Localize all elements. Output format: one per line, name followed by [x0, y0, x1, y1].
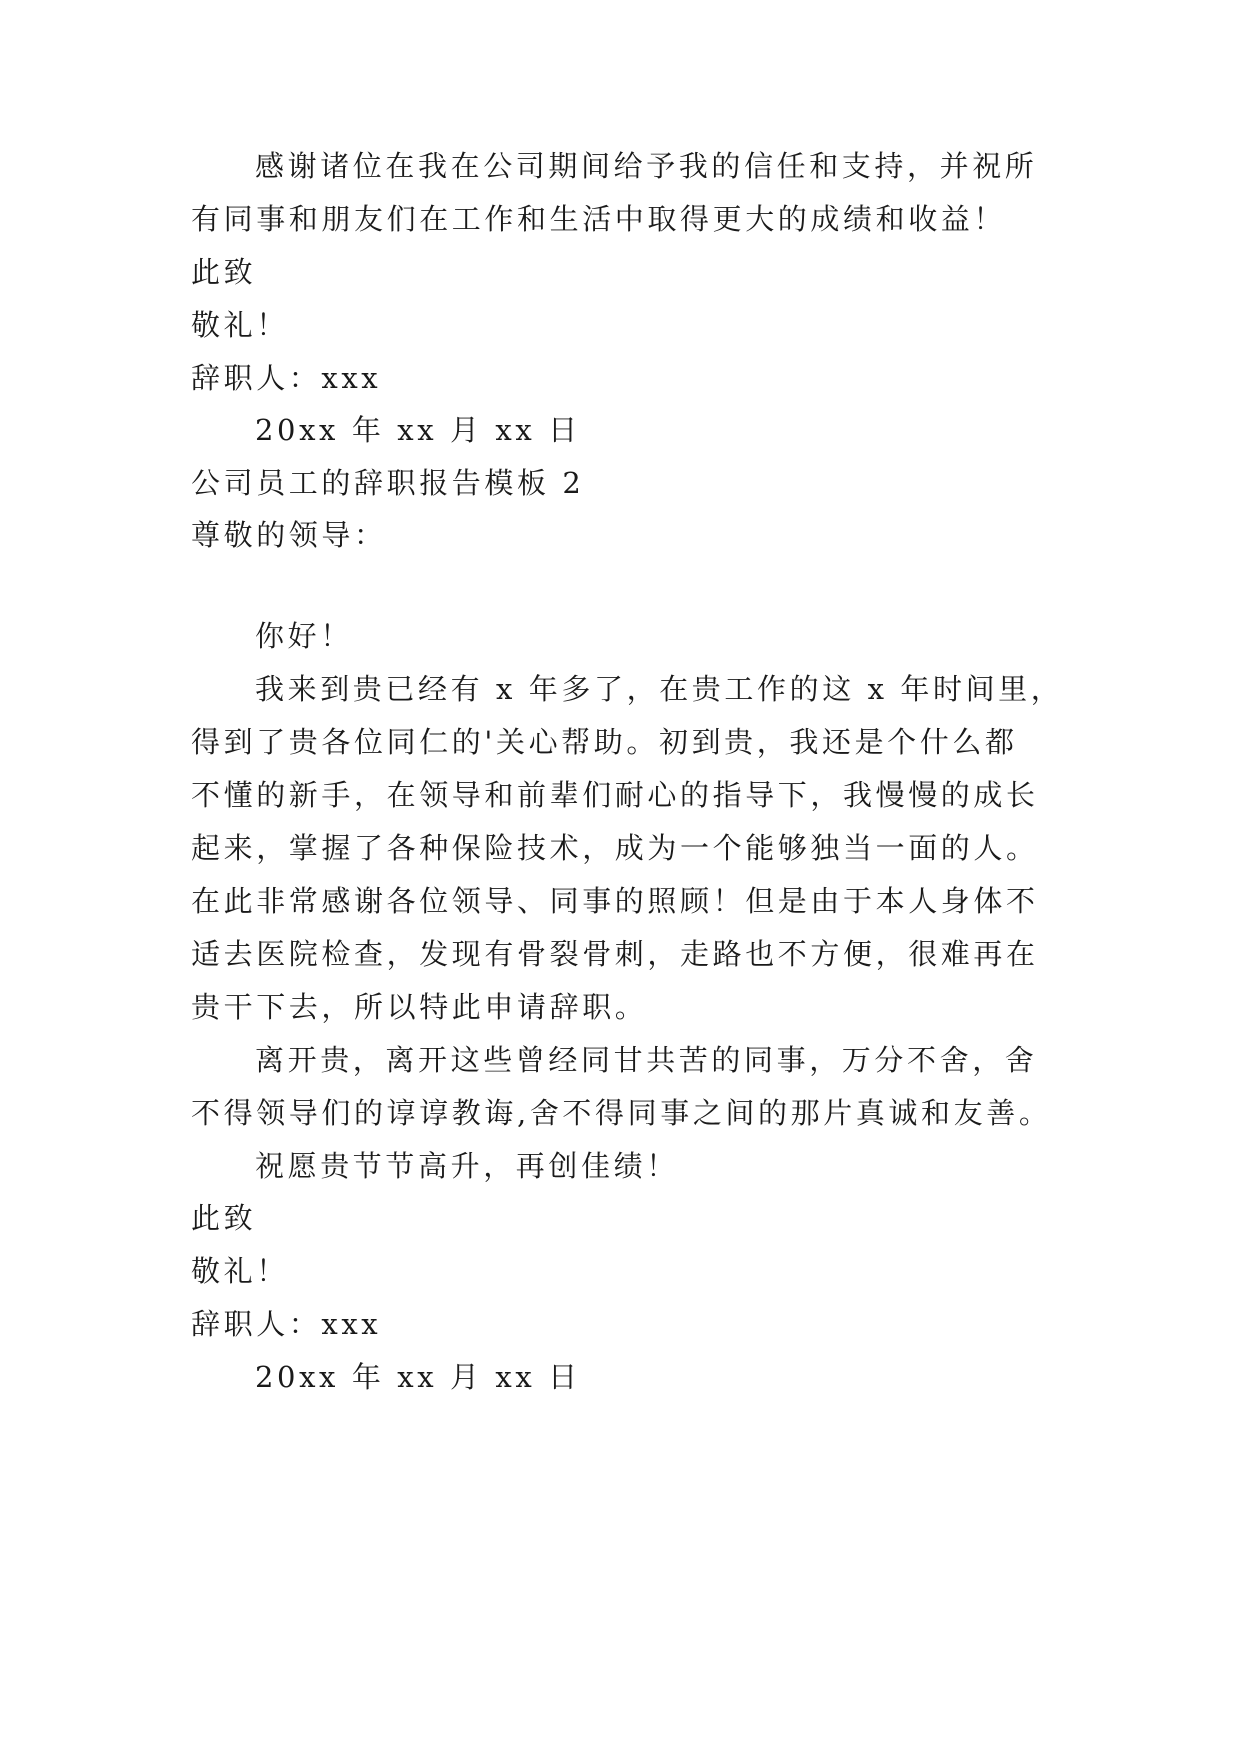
closing-ci-zhi: 此致	[191, 1201, 257, 1235]
salutation: 尊敬的领导：	[191, 518, 387, 552]
wish-line: 祝愿贵节节高升，再创佳绩！	[255, 1149, 679, 1183]
date-line: 20xx 年 xx 月 xx 日	[255, 413, 581, 447]
leave-paragraph-line: 离开贵，离开这些曾经同甘共苦的同事，万分不舍，舍	[255, 1043, 1038, 1077]
body-paragraph-line: 得到了贵各位同仁的'关心帮助。初到贵，我还是个什么都	[191, 725, 1018, 759]
body-paragraph-line: 适去医院检查，发现有骨裂骨刺，走路也不方便，很难再在	[191, 937, 1039, 971]
date-line: 20xx 年 xx 月 xx 日	[255, 1360, 581, 1394]
greeting: 你好！	[255, 619, 353, 653]
thanks-paragraph-line-1: 感谢诸位在我在公司期间给予我的信任和支持，并祝所	[255, 149, 1038, 183]
closing-jing-li: 敬礼！	[191, 308, 289, 342]
body-paragraph-line: 在此非常感谢各位领导、同事的照顾！但是由于本人身体不	[191, 884, 1039, 918]
closing-jing-li: 敬礼！	[191, 1254, 289, 1288]
body-paragraph-line: 贵干下去，所以特此申请辞职。	[191, 990, 648, 1024]
section-title: 公司员工的辞职报告模板 2	[191, 466, 585, 500]
signer-line: 辞职人：xxx	[191, 361, 382, 395]
leave-paragraph-line: 不得领导们的谆谆教诲,舍不得同事之间的那片真诚和友善。	[191, 1096, 1052, 1130]
thanks-paragraph-line-2: 有同事和朋友们在工作和生活中取得更大的成绩和收益！	[191, 202, 1007, 236]
signer-line: 辞职人：xxx	[191, 1307, 382, 1341]
closing-ci-zhi: 此致	[191, 255, 257, 289]
body-paragraph-line: 起来，掌握了各种保险技术，成为一个能够独当一面的人。	[191, 831, 1039, 865]
body-paragraph-line: 我来到贵已经有 x 年多了，在贵工作的这 x 年时间里，	[255, 672, 1064, 706]
body-paragraph-line: 不懂的新手，在领导和前辈们耐心的指导下，我慢慢的成长	[191, 778, 1039, 812]
